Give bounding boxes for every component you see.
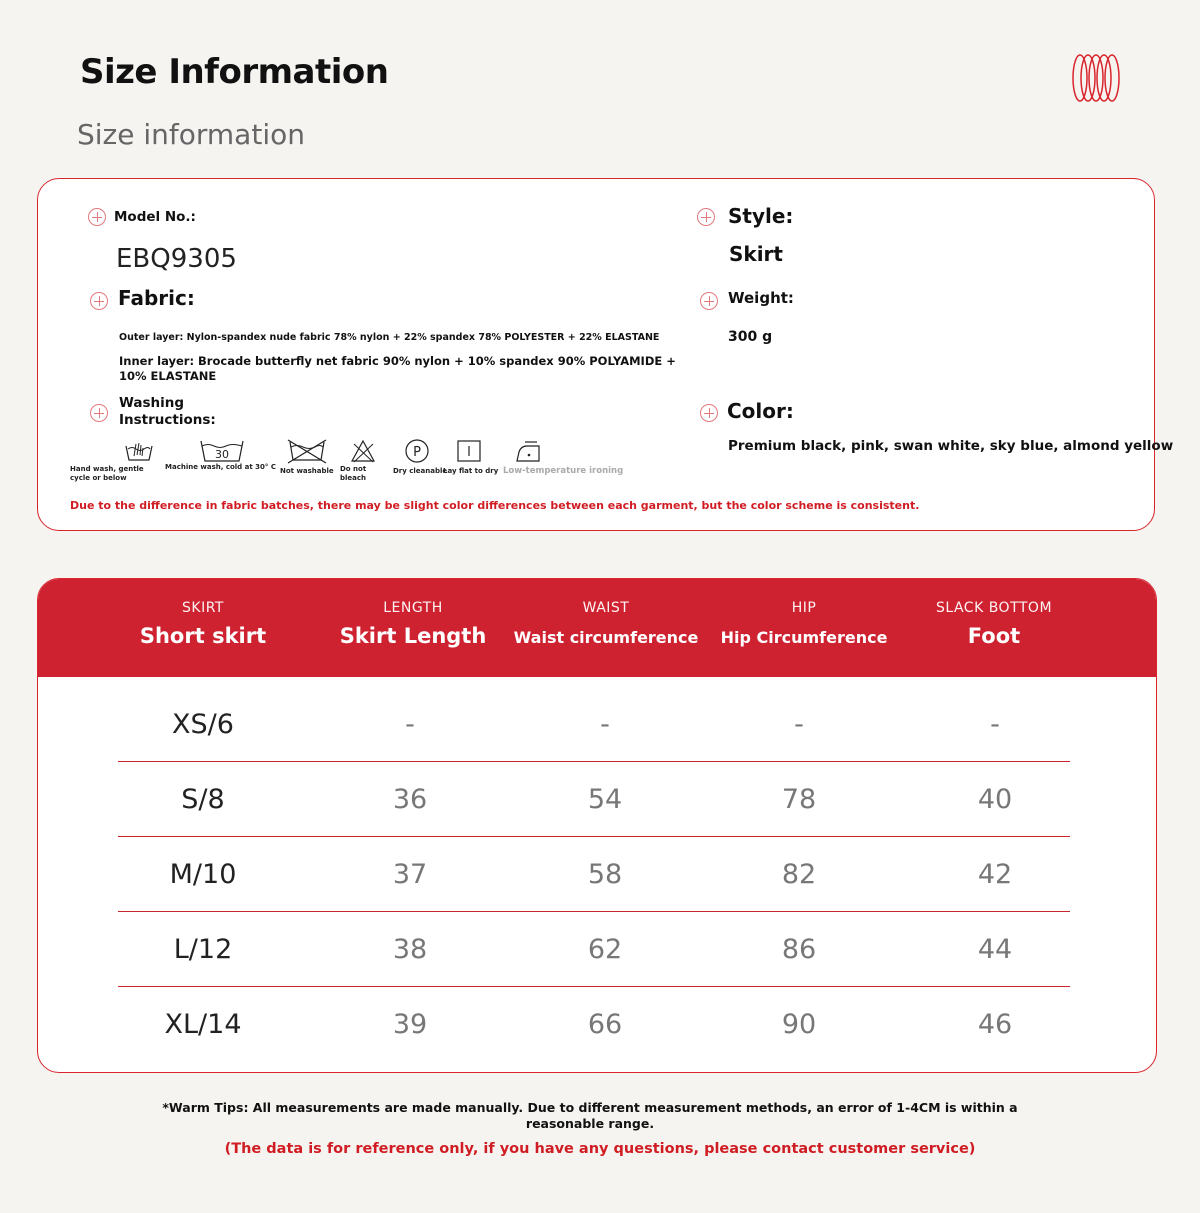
fabric-inner: Inner layer: Brocade butterfly net fabric 90% nylon + 10% spandex 90% POLYAMIDE + 10% ELASTANE bbox=[119, 354, 676, 383]
table-row bbox=[118, 837, 1070, 912]
rings-logo-icon bbox=[1070, 52, 1122, 104]
foot-cell: 42 bbox=[977, 859, 1013, 890]
wash-item bbox=[503, 438, 623, 476]
plus-circle-icon bbox=[697, 208, 715, 226]
foot-cell: 40 bbox=[977, 784, 1013, 815]
table-row bbox=[118, 762, 1070, 837]
washing-label: Washing Instructions: bbox=[119, 395, 216, 428]
column-header-label: Short skirt bbox=[139, 624, 267, 648]
column-header-en: WAIST bbox=[582, 600, 630, 616]
reference-note: (The data is for reference only, if you have any questions, please contact customer service) bbox=[224, 1141, 976, 1157]
column-header-label: Hip Circumference bbox=[720, 628, 888, 647]
fabric-outer: Outer layer: Nylon-spandex nude fabric 78% nylon + 22% spandex 78% POLYESTER + 22% ELASTANE bbox=[119, 332, 660, 343]
hip-cell: 78 bbox=[781, 784, 817, 815]
do-not-bleach-icon bbox=[340, 438, 390, 464]
dry-clean-icon bbox=[393, 438, 443, 464]
size-table bbox=[37, 578, 1157, 1073]
style-label: Style: bbox=[728, 204, 794, 228]
warm-tips: *Warm Tips: All measurements are made manually. Due to different measurement methods, an error of 1-4CM is within a reasonable range. bbox=[162, 1100, 1018, 1131]
length-cell: 36 bbox=[392, 784, 428, 815]
foot-cell: 44 bbox=[977, 934, 1013, 965]
waist-cell: 54 bbox=[587, 784, 623, 815]
wash-caption: Do not bleach bbox=[340, 465, 367, 482]
wash-item bbox=[340, 438, 390, 483]
column-header bbox=[914, 600, 1074, 648]
wash-item bbox=[280, 438, 340, 476]
column-header bbox=[123, 600, 283, 648]
column-header-label: Waist circumference bbox=[513, 628, 699, 647]
length-cell: 37 bbox=[392, 859, 428, 890]
table-row bbox=[118, 912, 1070, 987]
wash-caption: Hand wash, gentle cycle or below bbox=[70, 465, 144, 482]
model-value: EBQ9305 bbox=[116, 244, 237, 274]
wash-item bbox=[393, 438, 447, 476]
column-header-label: Foot bbox=[967, 624, 1021, 648]
page-title: Size Information bbox=[80, 52, 389, 92]
column-header-en: LENGTH bbox=[383, 600, 443, 616]
wash-caption: Dry cleanable bbox=[393, 467, 448, 475]
fabric-label: Fabric: bbox=[118, 286, 195, 310]
column-header-label: Skirt Length bbox=[339, 624, 487, 648]
size-cell: M/10 bbox=[169, 859, 237, 890]
wash-temp-label: 30 bbox=[215, 448, 229, 461]
waist-cell: - bbox=[600, 709, 610, 740]
machine-wash-30-icon bbox=[165, 438, 277, 464]
foot-cell: - bbox=[990, 709, 1000, 740]
hip-cell: 90 bbox=[781, 1009, 817, 1040]
waist-cell: 62 bbox=[587, 934, 623, 965]
column-header-en: SLACK BOTTOM bbox=[935, 600, 1053, 616]
foot-cell: 46 bbox=[977, 1009, 1013, 1040]
hip-cell: 86 bbox=[781, 934, 817, 965]
plus-circle-icon bbox=[88, 208, 106, 226]
table-header bbox=[38, 579, 1156, 677]
plus-circle-icon bbox=[90, 292, 108, 310]
wash-caption: Lay flat to dry bbox=[443, 467, 499, 475]
lay-flat-dry-icon bbox=[443, 438, 503, 464]
waist-cell: 66 bbox=[587, 1009, 623, 1040]
weight-label: Weight: bbox=[728, 289, 794, 307]
batch-color-note: Due to the difference in fabric batches, there may be slight color differences between each garment, but the color scheme is consistent. bbox=[70, 499, 920, 512]
wash-item bbox=[165, 438, 277, 472]
wash-caption: Not washable bbox=[280, 467, 334, 475]
wash-item bbox=[443, 438, 503, 476]
size-cell: S/8 bbox=[181, 784, 225, 815]
wash-caption: Low-temperature ironing bbox=[503, 466, 624, 476]
color-label: Color: bbox=[727, 399, 794, 423]
table-row bbox=[118, 687, 1070, 762]
plus-circle-icon bbox=[700, 292, 718, 310]
low-temp-iron-icon bbox=[503, 438, 563, 464]
waist-cell: 58 bbox=[587, 859, 623, 890]
not-washable-icon bbox=[280, 438, 340, 464]
size-cell: XS/6 bbox=[172, 709, 234, 740]
column-header bbox=[704, 600, 904, 647]
size-cell: L/12 bbox=[173, 934, 233, 965]
weight-value: 300 g bbox=[728, 329, 773, 345]
hip-cell: 82 bbox=[781, 859, 817, 890]
size-cell: XL/14 bbox=[164, 1009, 242, 1040]
column-header-en: HIP bbox=[791, 600, 817, 616]
length-cell: 39 bbox=[392, 1009, 428, 1040]
color-value: Premium black, pink, swan white, sky blue, almond yellow bbox=[728, 438, 1174, 454]
wash-caption: Machine wash, cold at 30° C bbox=[165, 463, 276, 471]
length-cell: - bbox=[405, 709, 415, 740]
plus-circle-icon bbox=[90, 404, 108, 422]
model-label: Model No.: bbox=[114, 209, 196, 225]
column-header bbox=[333, 600, 493, 648]
page-subtitle: Size information bbox=[77, 118, 305, 151]
length-cell: 38 bbox=[392, 934, 428, 965]
hip-cell: - bbox=[794, 709, 804, 740]
plus-circle-icon bbox=[700, 404, 718, 422]
table-row bbox=[118, 987, 1070, 1062]
style-value: Skirt bbox=[729, 242, 783, 266]
dry-clean-letter: P bbox=[413, 445, 421, 460]
column-header bbox=[506, 600, 706, 647]
column-header-en: SKIRT bbox=[182, 600, 224, 616]
